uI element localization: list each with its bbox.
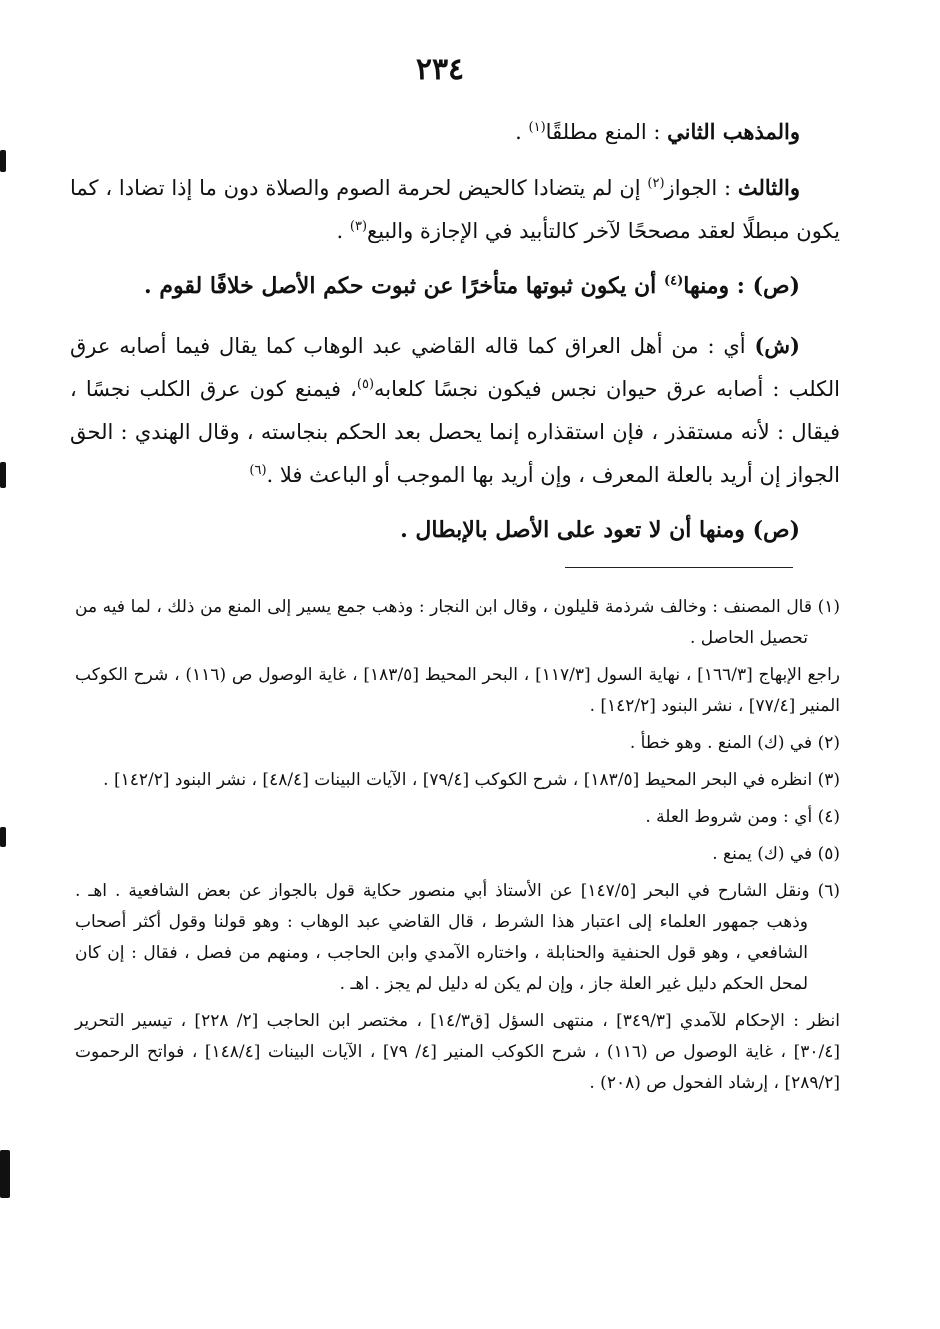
footnote-1-references: راجع الإبهاج [١٦٦/٣] ، نهاية السول [١١٧/٣] ، البحر المحيط [١٨٣/٥] ، غاية الوصول ص (١١٦) ، شرح الكوكب المنير [٧٧/٤] ، نشر البنود [١٤٢/٢] . bbox=[75, 665, 840, 716]
paragraph-third-school bbox=[70, 166, 840, 253]
footnote-4: (٤) أي : ومن شروط العلة . bbox=[645, 807, 840, 827]
paragraph-lead: والثالث bbox=[737, 175, 800, 200]
paragraph-end: . bbox=[515, 120, 529, 144]
footnote-3: (٣) انظره في البحر المحيط [١٨٣/٥] ، شرح الكوكب [٧٩/٤] ، الآيات البينات [٤٨/٤] ، نشر البنود [١٤٢/٢] . bbox=[103, 770, 840, 790]
matn-condition-delayed bbox=[70, 265, 840, 308]
footnote-marker: (٢) bbox=[647, 176, 665, 191]
paragraph-text: ، فيمنع كون عرق الكلب نجسًا ، فيقال : لأنه مستقذر ، فإن استقذاره إنما يحصل بعد الحكم بنجاسته ، وقال الهندي : الحق الجواز إن أريد بالعلة المعرف ، وإن أريد بها الموجب أو الباعث فلا . bbox=[70, 377, 840, 487]
scan-edge-mark bbox=[0, 1150, 10, 1198]
matn-condition-no-nullify bbox=[70, 509, 840, 552]
footnote-marker: (٣) bbox=[349, 219, 368, 234]
footnote-marker: (١) bbox=[528, 120, 546, 135]
footnote-6-references: انظر : الإحكام للآمدي [٣٤٩/٣] ، منتهى السؤل [ق١٤/٣] ، مختصر ابن الحاجب [٢/ ٢٢٨] ، تيسير التحرير [٣٠/٤] ، غاية الوصول ص (١١٦) ، شرح الكوكب المنير [٤/ ٧٩] ، الآيات البينات [١٤٨/٤] ، فواتح الرحموت [٢٨٩/٢] ، إرشاد الفحول ص (٢٠٨) . bbox=[75, 1011, 840, 1093]
paragraph-text: أي : من أهل العراق كما قاله القاضي عبد الوهاب كما يقال فيما أصابه عرق الكلب : أصابه عرق حيوان نجس فيكون نجسًا كلعابه bbox=[70, 334, 840, 401]
paragraph-text: : الجواز bbox=[664, 176, 732, 200]
main-text bbox=[70, 110, 840, 568]
scan-edge-mark bbox=[0, 827, 6, 847]
scan-edge-mark bbox=[0, 462, 6, 488]
paragraph-text: : المنع مطلقًا bbox=[545, 120, 661, 144]
paragraph-second-school bbox=[70, 110, 840, 154]
footnote-5: (٥) في (ك) يمنع . bbox=[712, 844, 840, 864]
paragraph-lead: والمذهب الثاني bbox=[667, 119, 800, 144]
footnote-2: (٢) في (ك) المنع . وهو خطأ . bbox=[629, 733, 840, 753]
commentary-paragraph bbox=[70, 324, 840, 497]
page-number: ٢٣٤ bbox=[415, 52, 465, 87]
paragraph-text: (ص) : ومنها bbox=[683, 273, 800, 299]
footnote-separator bbox=[565, 567, 793, 568]
scan-edge-mark bbox=[0, 150, 6, 172]
paragraph-text: (ص) ومنها أن لا تعود على الأصل بالإبطال . bbox=[400, 517, 800, 543]
paragraph-end: . bbox=[336, 219, 350, 243]
footnote-marker: (٥) bbox=[356, 377, 375, 392]
footnote-marker: (٤) bbox=[663, 273, 684, 289]
paragraph-text: إن لم يتضادا كالحيض لحرمة الصوم والصلاة دون ما إذا تضادا ، كما يكون مبطلًا لعقد مصححًا لآخر كالتأبيد في الإجازة والبيع bbox=[70, 176, 840, 243]
footnote-marker: (٦) bbox=[249, 463, 267, 478]
paragraph-text: أن يكون ثبوتها متأخرًا عن ثبوت حكم الأصل خلافًا لقوم . bbox=[144, 273, 664, 299]
footnote-1: (١) قال المصنف : وخالف شرذمة قليلون ، وقال ابن النجار : وذهب جمع يسير إلى المنع من ذلك ، لما فيه من تحصيل الحاصل . bbox=[75, 597, 840, 648]
footnotes bbox=[75, 592, 840, 1105]
paragraph-lead: (ش) bbox=[754, 333, 800, 358]
footnote-6: (٦) ونقل الشارح في البحر [١٤٧/٥] عن الأستاذ أبي منصور حكاية قول بالجواز عن بعض الشافعية . اهـ . وذهب جمهور العلماء إلى اعتبار هذا الشرط ، قال القاضي عبد الوهاب : وهو قولنا وقول أكثر أصحاب الشافعي ، وهو قول الحنفية والحنابلة ، واختاره الآمدي وابن الحاجب ، ومنهم من فصل ، فقال : إن كان لمحل الحكم دليل غير العلة جاز ، وإن لم يكن له دليل لم يجز . اهـ . bbox=[75, 881, 840, 994]
